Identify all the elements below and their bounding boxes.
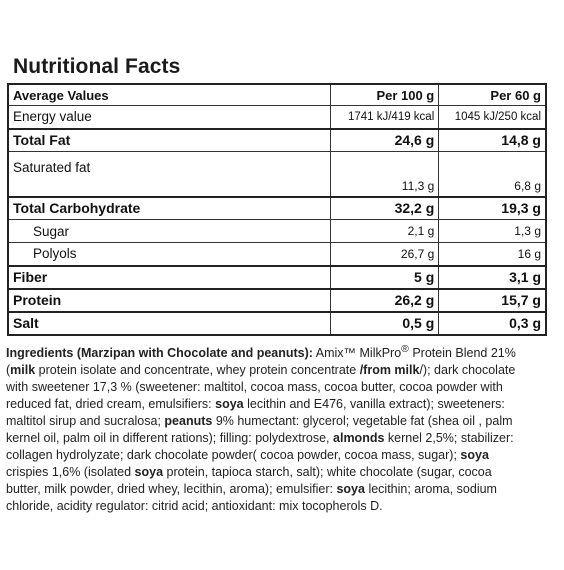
row-value-100g: 1741 kJ/419 kcal: [330, 106, 439, 129]
header-per-100g: Per 100 g: [330, 84, 439, 106]
row-value-60g: 1,3 g: [439, 220, 546, 243]
allergen-soya: soya: [134, 465, 164, 480]
table-row-total-fat: [8, 129, 546, 152]
row-label: Fiber: [8, 266, 330, 289]
ingredients-text: [6, 341, 518, 515]
row-value-100g: 24,6 g: [330, 129, 439, 152]
table-row-protein: [8, 289, 546, 312]
ingredients-heading: Ingredients (Marzipan with Chocolate and peanuts):: [6, 346, 313, 361]
ingredients-segment: crispies 1,6% (isolated: [6, 465, 135, 480]
page-title: Nutritional Facts: [13, 55, 181, 78]
table-row-fiber: [8, 266, 546, 289]
nutrition-table: [7, 83, 547, 336]
row-label: Polyols: [8, 243, 330, 266]
row-value-100g: 2,1 g: [330, 220, 439, 243]
row-label: Salt: [8, 312, 330, 335]
row-value-60g: 19,3 g: [439, 197, 546, 220]
allergen-soya: soya: [460, 448, 489, 463]
row-value-60g: 16 g: [439, 243, 546, 266]
table-row-polyols: [8, 243, 546, 266]
row-value-100g: 26,7 g: [330, 243, 439, 266]
header-per-60g: Per 60 g: [439, 84, 546, 106]
allergen-milk: milk: [10, 363, 36, 378]
ingredients-segment: Amix™ MilkPro: [312, 346, 402, 361]
row-value-100g: 11,3 g: [330, 152, 439, 197]
row-value-60g: 6,8 g: [439, 152, 546, 197]
allergen-peanuts: peanuts: [164, 414, 213, 429]
row-label: Saturated fat: [8, 152, 330, 197]
ingredients-segment: protein, tapioca starch, salt); white chocolate (sugar, cocoa butter, milk powder, dried whey, lecithin, aroma); emulsifier:: [6, 465, 492, 497]
table-header-row: [8, 84, 546, 106]
ingredients-segment: kernel 2,5%; stabilizer: collagen hydrolyzate; dark chocolate powder( cocoa powder, cocoa mass, sugar);: [6, 431, 514, 463]
table-row-energy: [8, 106, 546, 129]
header-label: Average Values: [8, 84, 330, 106]
row-value-60g: 0,3 g: [439, 312, 546, 335]
row-value-100g: 26,2 g: [330, 289, 439, 312]
row-label: Total Fat: [8, 129, 330, 152]
table-row-total-carbohydrate: [8, 197, 546, 220]
row-label: Energy value: [8, 106, 330, 129]
row-value-60g: 14,8 g: [439, 129, 546, 152]
row-value-100g: 32,2 g: [330, 197, 439, 220]
ingredients-segment: 9% humectant: glycerol; vegetable fat (shea oil , palm kernel oil, palm oil in different rations); filling: polydextrose,: [6, 414, 513, 446]
row-value-60g: 15,7 g: [439, 289, 546, 312]
ingredients-segment: lecithin and E476, vanilla extract); sweeteners: maltitol sirup and sucralosa;: [6, 397, 505, 429]
table-row-sugar: [8, 220, 546, 243]
row-value-60g: 3,1 g: [439, 266, 546, 289]
allergen-soya: soya: [336, 482, 365, 497]
allergen-from-milk: /from milk: [359, 363, 420, 378]
ingredients-segment: /); dark chocolate with sweetener 17,3 % (sweetener: maltitol, cocoa mass, cocoa butter, cocoa powder with reduced fat, dried cream, emulsifiers:: [6, 363, 516, 412]
table-row-salt: [8, 312, 546, 335]
ingredients-segment: Protein Blend 21% (: [6, 346, 516, 378]
allergen-soya: soya: [215, 397, 244, 412]
ingredients-segment: lecithin; aroma, sodium chloride, acidity regulator: citrid acid; antioxidant: mix tocopherols D.: [6, 482, 497, 514]
row-value-100g: 0,5 g: [330, 312, 439, 335]
registered-mark: ®: [401, 344, 409, 355]
row-label: Sugar: [8, 220, 330, 243]
row-value-60g: 1045 kJ/250 kcal: [439, 106, 546, 129]
allergen-almonds: almonds: [333, 431, 385, 446]
row-label: Total Carbohydrate: [8, 197, 330, 220]
row-value-100g: 5 g: [330, 266, 439, 289]
ingredients-segment: protein isolate and concentrate, whey protein concentrate: [35, 363, 360, 378]
table-row-saturated-fat: [8, 152, 546, 197]
row-label: Protein: [8, 289, 330, 312]
